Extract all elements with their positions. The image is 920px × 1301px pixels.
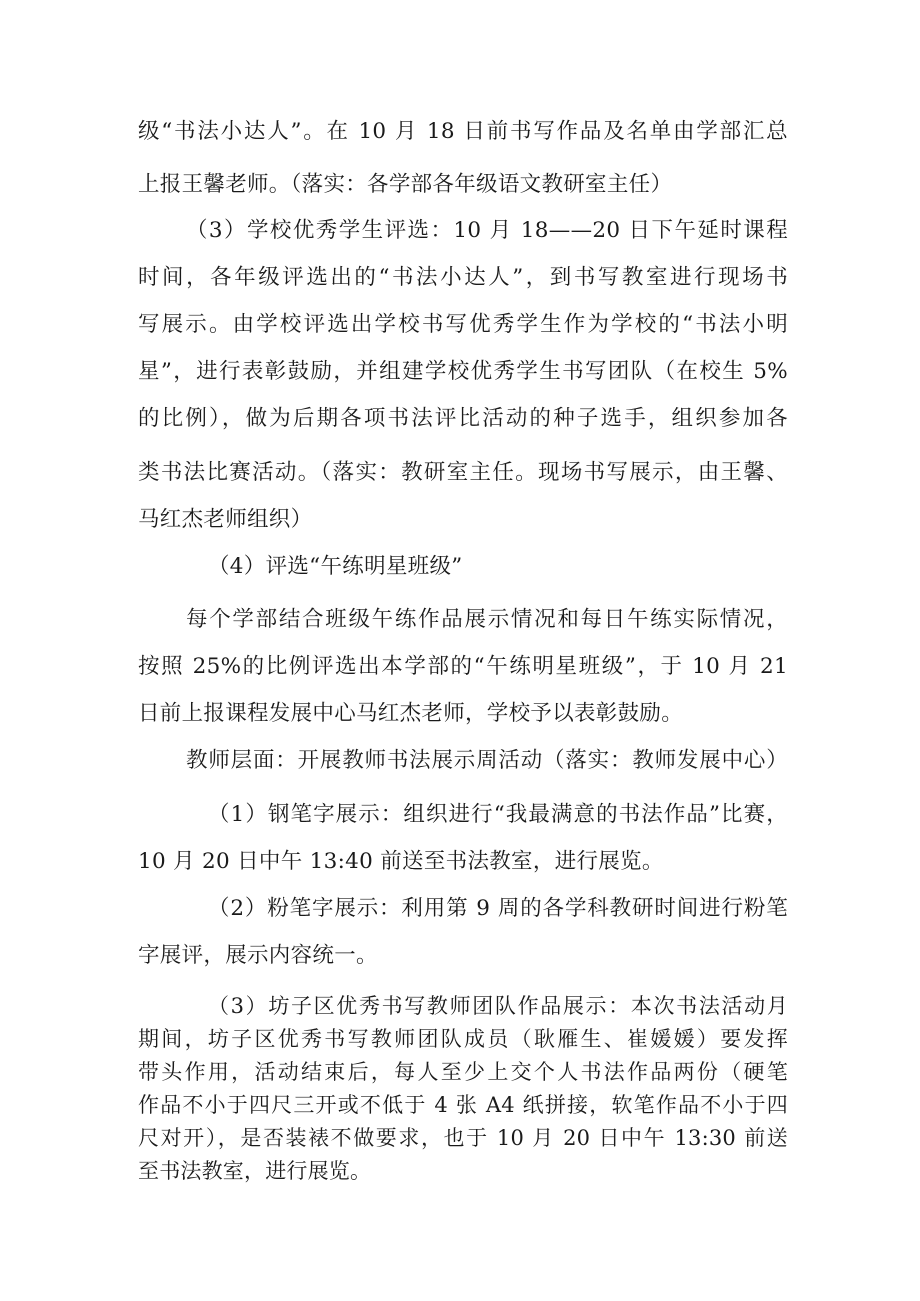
paragraph-line: 上报王馨老师。（落实：各学部各年级语文教研室主任）	[138, 172, 673, 197]
paragraph-line: （3）学校优秀学生评选：10 月 18——20 日下午延时课程	[186, 218, 788, 243]
paragraph-line: 10 月 20 日中午 13:40 前送至书法教室，进行展览。	[138, 849, 664, 874]
paragraph-line: 级“书法小达人”。在 10 月 18 日前书写作品及名单由学部汇总	[138, 119, 788, 144]
paragraph-line: 带头作用，活动结束后，每人至少上交个人书法作品两份（硬笔	[138, 1060, 788, 1084]
paragraph-line: 写展示。由学校评选出学校书写优秀学生作为学校的“书法小明	[138, 312, 788, 337]
paragraph-line: 字展评，展示内容统一。	[138, 943, 378, 968]
section-heading: 教师层面：开展教师书法展示周活动（落实：教师发展中心）	[186, 748, 788, 773]
paragraph-line: 类书法比赛活动。（落实：教研室主任。现场书写展示，由王馨、	[138, 460, 788, 485]
paragraph-line: 按照 25%的比例评选出本学部的“午练明星班级”，于 10 月 21	[138, 654, 788, 679]
paragraph-line: （3）坊子区优秀书写教师团队作品展示：本次书法活动月	[208, 994, 788, 1018]
paragraph-line: 的比例），做为后期各项书法评比活动的种子选手，组织参加各	[138, 406, 788, 431]
paragraph-line: 时间，各年级评选出的“书法小达人”，到书写教室进行现场书	[138, 265, 788, 290]
section-heading: （4）评选“午练明星班级”	[208, 554, 463, 579]
paragraph-line: 日前上报课程发展中心马红杰老师，学校予以表彰鼓励。	[138, 701, 684, 726]
paragraph-line: 至书法教室，进行展览。	[138, 1159, 372, 1183]
paragraph-line: 期间，坊子区优秀书写教师团队成员（耿雁生、崔媛媛）要发挥	[138, 1027, 788, 1051]
paragraph-line: 马红杰老师组织）	[138, 507, 313, 532]
paragraph-line: 星”，进行表彰鼓励，并组建学校优秀学生书写团队（在校生 5%	[138, 359, 788, 384]
paragraph-line: 尺对开），是否装裱不做要求，也于 10 月 20 日中午 13:30 前送	[138, 1126, 788, 1150]
paragraph-line: 作品不小于四尺三开或不低于 4 张 A4 纸拼接，软笔作品不小于四	[138, 1093, 788, 1117]
paragraph-line: （1）钢笔字展示：组织进行“我最满意的书法作品”比赛，	[208, 802, 788, 827]
paragraph-line: （2）粉笔字展示：利用第 9 周的各学科教研时间进行粉笔	[208, 896, 788, 921]
paragraph-line: 每个学部结合班级午练作品展示情况和每日午练实际情况，	[186, 607, 788, 632]
